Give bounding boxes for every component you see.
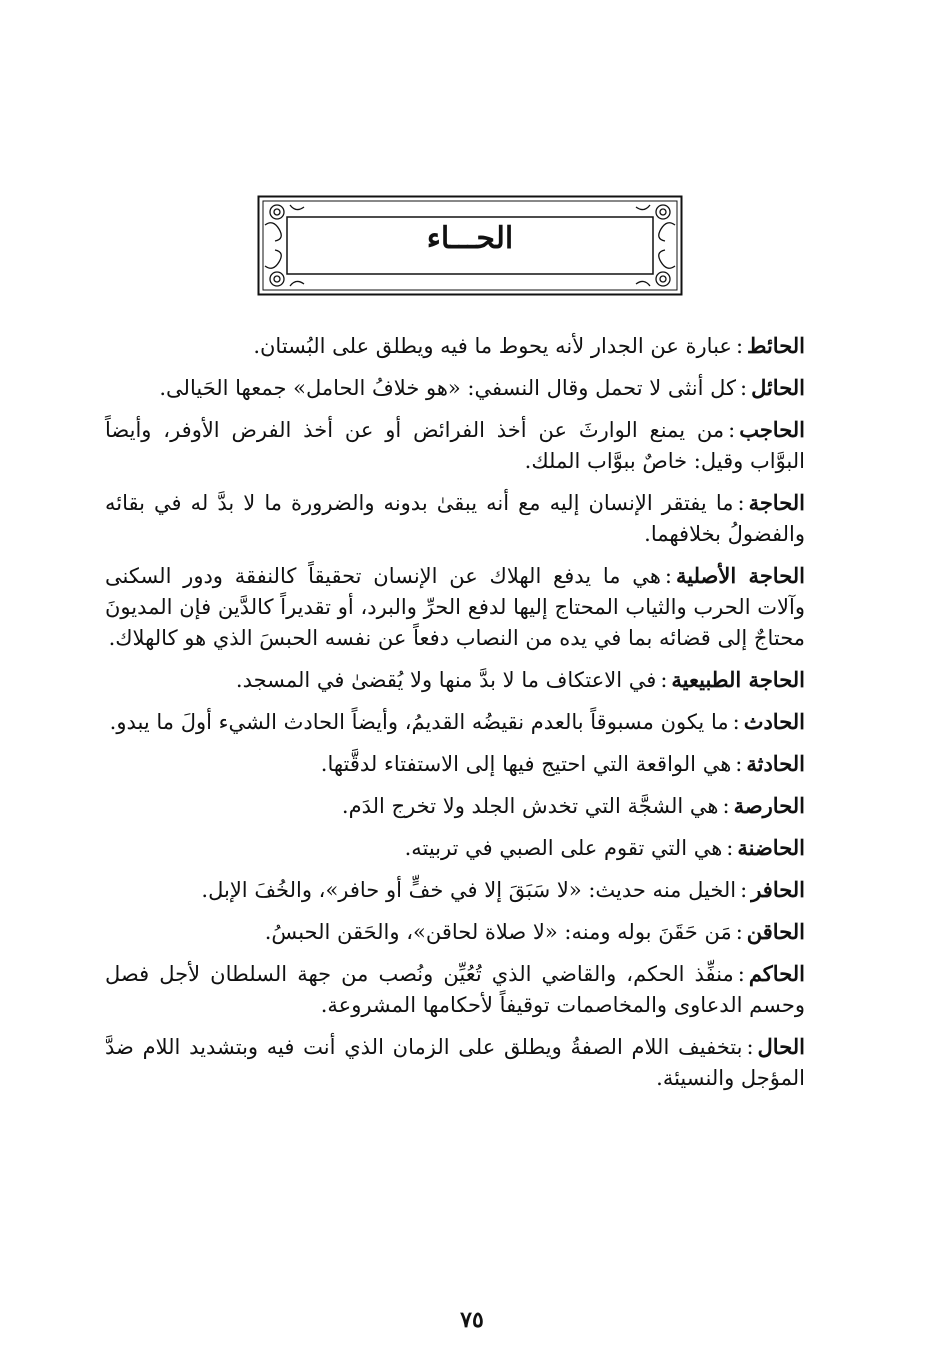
entry (105, 487, 805, 550)
term-separator: : (735, 334, 744, 358)
entry (105, 414, 805, 477)
entry-term: الحاقن (746, 919, 805, 944)
entry-term: الحاجب (739, 417, 805, 442)
entry (105, 790, 805, 822)
entry (105, 372, 805, 404)
entry-term: الحاجة (748, 490, 805, 515)
term-separator: : (746, 1035, 754, 1059)
term-separator: : (737, 962, 745, 986)
entry-definition: مَن حَقَنَ بوله ومنه: «لا صلاة لحاقن»، والحَقن الحبسُ. (264, 920, 732, 944)
term-separator: : (726, 836, 734, 860)
entry (105, 958, 805, 1021)
entry-term: الحائط (747, 333, 805, 358)
entry-definition: هي التي تقوم على الصبي في تربيته. (404, 836, 723, 860)
entry-term: الحائل (751, 375, 805, 400)
entry-definition: عبارة عن الجدار لأنه يحوط ما فيه ويطلق على البُستان. (253, 334, 732, 358)
entry-definition: منفِّذ الحكم، والقاضي الذي تُعُيِّن ونُصب من جهة السلطان لأجل فصل وحسم الدعاوى والمخاصمات توقيفاً لأحكامها المشروعة. (105, 962, 805, 1017)
term-separator: : (660, 668, 668, 692)
term-separator: : (732, 710, 740, 734)
term-separator: : (664, 564, 672, 588)
title-ornamental-frame (257, 195, 683, 296)
entry-definition: هي الواقعة التي احتيج فيها إلى الاستفتاء لدقَّتها. (320, 752, 732, 776)
entry-definition: هي ما يدفع الهلاك عن الإنسان تحقيقاً كالنفقة ودور السكنى وآلات الحرب والثياب المحتاج إليها لدفع الحرِّ والبرد، أو تقديراً كالدَّين فإن المديونَ محتاجٌ إلى قضائه بما في يده من النصاب دفعاً عن نفسه الحبسَ الذي هو كالهلاك. (105, 564, 805, 650)
entry (105, 748, 805, 780)
entry-term: الحاكم (748, 961, 805, 986)
term-separator: : (740, 878, 748, 902)
entry-term: الحاضنة (737, 835, 805, 860)
entry-definition: ما يفتقر الإنسان إليه مع أنه يبقىٰ بدونه والضرورة ما لا بدَّ له في بقائه والفضولُ بخلافهما. (105, 491, 805, 546)
entry-definition: كل أنثى لا تحمل وقال النسفي: «هو خلافُ الحامل» جمعها الحَيالى. (159, 376, 736, 400)
term-separator: : (737, 491, 745, 515)
page-number: ٧٥ (460, 1307, 484, 1333)
entry (105, 832, 805, 864)
entry-term: الحارصة (733, 793, 805, 818)
entry-definition: بتخفيف اللام الصفةُ ويطلق على الزمان الذي أنت فيه وبتشديد اللام ضدَّ المؤجل والنسيئة. (105, 1035, 805, 1090)
entry (105, 706, 805, 738)
entry-term: الحادث (743, 709, 805, 734)
term-separator: : (728, 418, 736, 442)
term-separator: : (739, 376, 748, 400)
entry (105, 560, 805, 654)
entry-definition: هي الشجَّة التي تخدش الجلد ولا تخرج الدَم. (341, 794, 719, 818)
page-title: الحـــاء (426, 221, 514, 256)
term-separator: : (722, 794, 730, 818)
entry-term: الحادثة (746, 751, 805, 776)
entry-term: الحافر (751, 877, 805, 902)
entry (105, 664, 805, 696)
entry (105, 874, 805, 906)
entry (105, 1031, 805, 1094)
entry (105, 330, 805, 362)
term-separator: : (735, 752, 743, 776)
entry-definition: ما يكون مسبوقاً بالعدم نقيضُه القديمُ، وأيضاً الحادث الشيء أولَ ما يبدو. (109, 710, 729, 734)
entry-definition: الخيل منه حديث: «لا سَبَقَ إلا في خفٍّ أو حافر»، والخُفَ الإبل. (201, 878, 737, 902)
entry-term: الحاجة الأصلية (675, 563, 805, 588)
entry-term: الحاجة الطبيعية (671, 667, 805, 692)
entry-term: الحال (757, 1034, 805, 1059)
entry-definition: في الاعتكاف ما لا بدَّ منها ولا يُقضىٰ في المسجد. (235, 668, 657, 692)
term-separator: : (735, 920, 743, 944)
entry (105, 916, 805, 948)
entry-definition: من يمنع الوارثَ عن أخذ الفرائض أو عن أخذ الفرض الأوفر، وأيضاً البوَّاب وقيل: خاصٌ ببوَّاب الملك. (105, 418, 805, 473)
entries-list (105, 330, 805, 1104)
